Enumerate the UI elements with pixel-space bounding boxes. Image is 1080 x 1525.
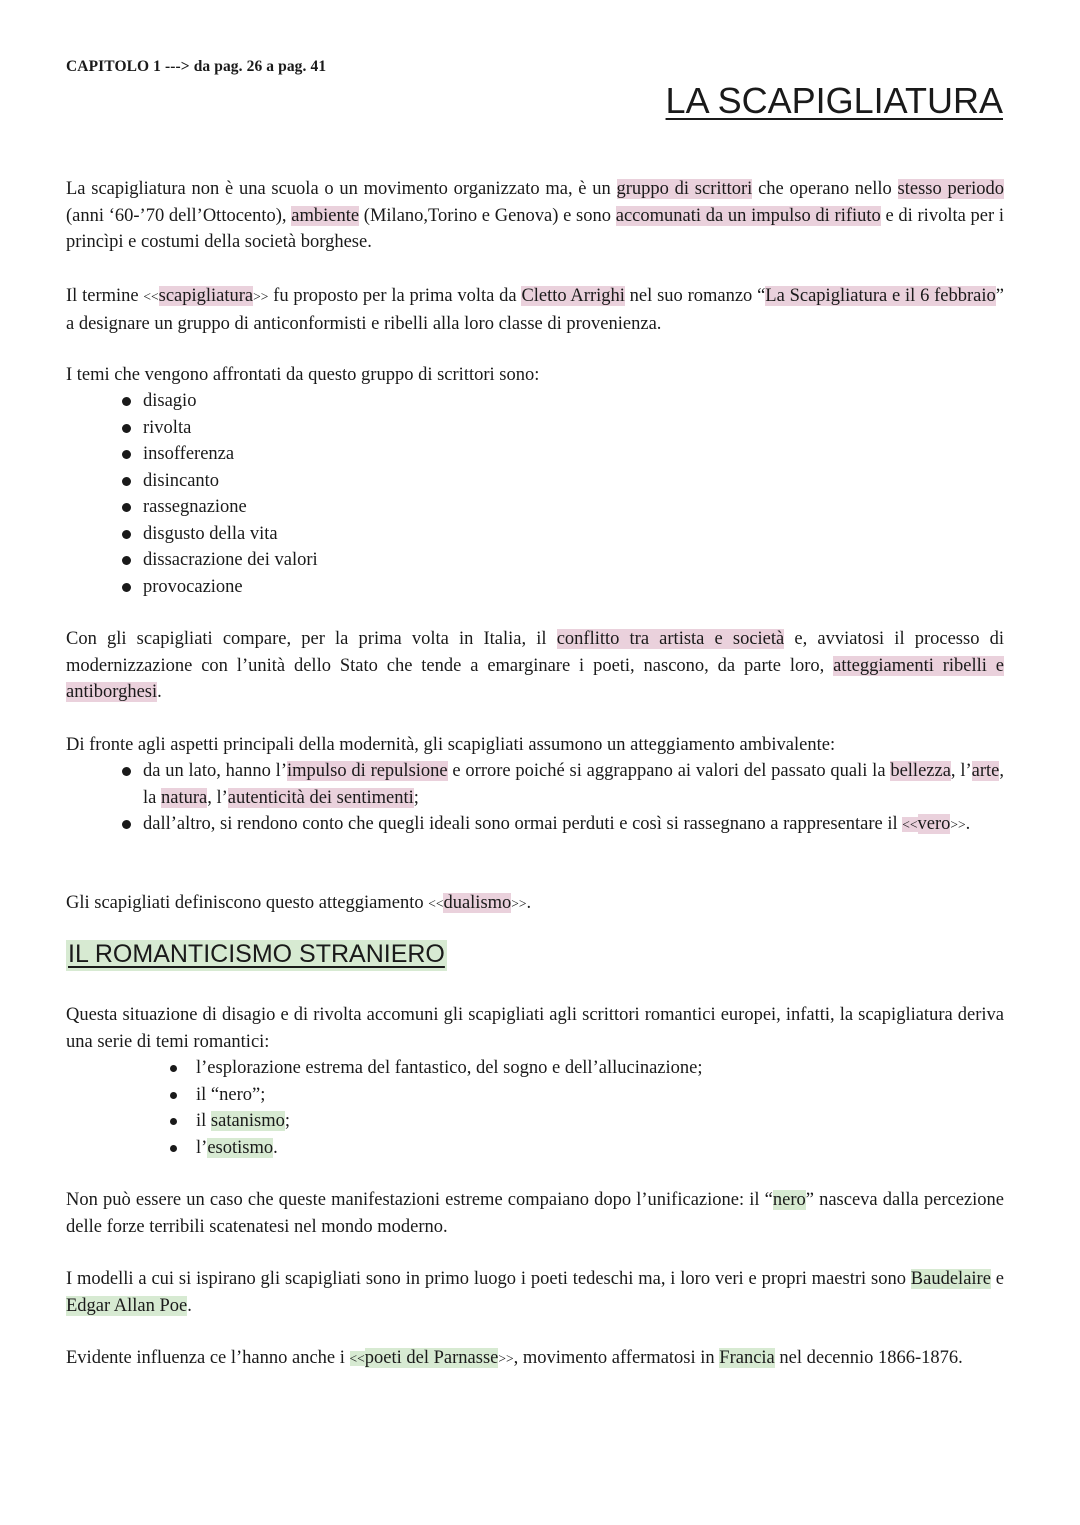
page-title: LA SCAPIGLIATURA (665, 80, 1003, 121)
highlight: ambiente (291, 205, 360, 226)
parnasse-paragraph: Evidente influenza ce l’hanno anche i <<poeti del Parnasse>>, movimento affermatosi in Francia nel decennio 1866-1876. (66, 1348, 963, 1368)
list-item: disagio (143, 388, 318, 415)
highlight: accomunati da un impulso di rifiuto (615, 205, 881, 226)
highlight: gruppo di scrittori (616, 179, 753, 199)
nero-paragraph: Non può essere un caso che queste manifestazioni estreme compaiano dopo l’unificazione: il “nero” nasceva dalla percezione delle forze terribili scatenatesi nel mondo moderno. (66, 1190, 1004, 1237)
highlight: impulso di repulsione (286, 761, 448, 781)
highlight: vero (917, 814, 951, 834)
themes-intro: I temi che vengono affrontati da questo gruppo di scrittori sono: (66, 365, 540, 385)
highlight: stesso periodo (897, 179, 1004, 199)
list-item: l’esotismo. (196, 1135, 703, 1162)
list-item: dissacrazione dei valori (143, 547, 318, 574)
ambivalence-intro: Di fronte agli aspetti principali della modernità, gli scapigliati assumono un atteggiamento ambivalente: (66, 735, 836, 755)
list-item: dall’altro, si rendono conto che quegli ideali sono ormai perduti e così si rassegnano a rappresentare il <<vero>>. (143, 811, 1004, 839)
term-origin-paragraph: Il termine <<scapigliatura>> fu proposto per la prima volta da Cletto Arrighi nel suo romanzo “La Scapigliatura e il 6 febbraio” a designare un gruppo di anticonformisti e ribelli alla loro classe di provenienza. (66, 286, 1004, 334)
models-paragraph: I modelli a cui si ispirano gli scapigliati sono in primo luogo i poeti tedeschi ma, i loro veri e propri maestri sono Baudelaire e Edgar Allan Poe. (66, 1269, 1004, 1316)
list-item: rassegnazione (143, 494, 318, 521)
highlight: bellezza (890, 761, 951, 781)
themes-list (143, 388, 318, 600)
list-item: l’esplorazione estrema del fantastico, del sogno e dell’allucinazione; (196, 1055, 703, 1082)
romantic-intro: Questa situazione di disagio e di rivolta accomuni gli scapigliati agli scrittori romantici europei, infatti, la scapigliatura deriva una serie di temi romantici: (66, 1005, 1004, 1052)
highlight: Baudelaire (910, 1269, 991, 1289)
list-item: il “nero”; (196, 1082, 703, 1109)
list-item: rivolta (143, 415, 318, 442)
highlight: conflitto tra artista e società (556, 629, 785, 649)
list-item: provocazione (143, 574, 318, 601)
highlight: nero (772, 1190, 806, 1210)
list-item: disincanto (143, 468, 318, 495)
highlight: natura (160, 787, 208, 808)
highlight: satanismo (210, 1111, 285, 1131)
dualism-paragraph: Gli scapigliati definiscono questo atteggiamento <<dualismo>>. (66, 893, 532, 913)
intro-paragraph: La scapigliatura non è una scuola o un movimento organizzato ma, è un gruppo di scrittori che operano nello stesso periodo (anni ‘60-’70 dell’Ottocento), ambiente (Milano,Torino e Genova) e sono accomunati da un impulso di rifiuto e di rivolta per i princìpi e costumi della società borghese. (66, 179, 1005, 252)
highlight: autenticità dei sentimenti (227, 787, 414, 808)
highlight: La Scapigliatura e il 6 febbraio (765, 286, 996, 306)
highlight: Edgar Allan Poe (66, 1295, 188, 1316)
list-item: da un lato, hanno l’impulso di repulsione e orrore poiché si aggrappano ai valori del passato quali la bellezza, l’arte, la natura, l’autenticità dei sentimenti; (143, 758, 1004, 811)
highlight: atteggiamenti ribelli e antiborghesi (66, 655, 1004, 702)
highlight: Cletto Arrighi (521, 286, 625, 306)
list-item: il satanismo; (196, 1108, 703, 1135)
chapter-header: CAPITOLO 1 ---> da pag. 26 a pag. 41 (66, 58, 327, 75)
ambivalence-list (143, 758, 1004, 839)
list-item: insofferenza (143, 441, 318, 468)
highlight: poeti del Parnasse (364, 1348, 499, 1368)
romantic-themes-list (196, 1055, 703, 1161)
highlight: dualismo (443, 893, 512, 913)
highlight: esotismo (207, 1137, 274, 1158)
highlight: arte (971, 761, 1000, 781)
highlight: Francia (719, 1348, 775, 1368)
highlight: scapigliatura (158, 286, 254, 306)
section-title: IL ROMANTICISMO STRANIERO (66, 940, 447, 971)
list-item: disgusto della vita (143, 521, 318, 548)
conflict-paragraph: Con gli scapigliati compare, per la prima volta in Italia, il conflitto tra artista e società e, avviatosi il processo di modernizzazione con l’unità dello Stato che tende a emarginare i poeti, nascono, da parte loro, atteggiamenti ribelli e antiborghesi. (66, 629, 1004, 702)
